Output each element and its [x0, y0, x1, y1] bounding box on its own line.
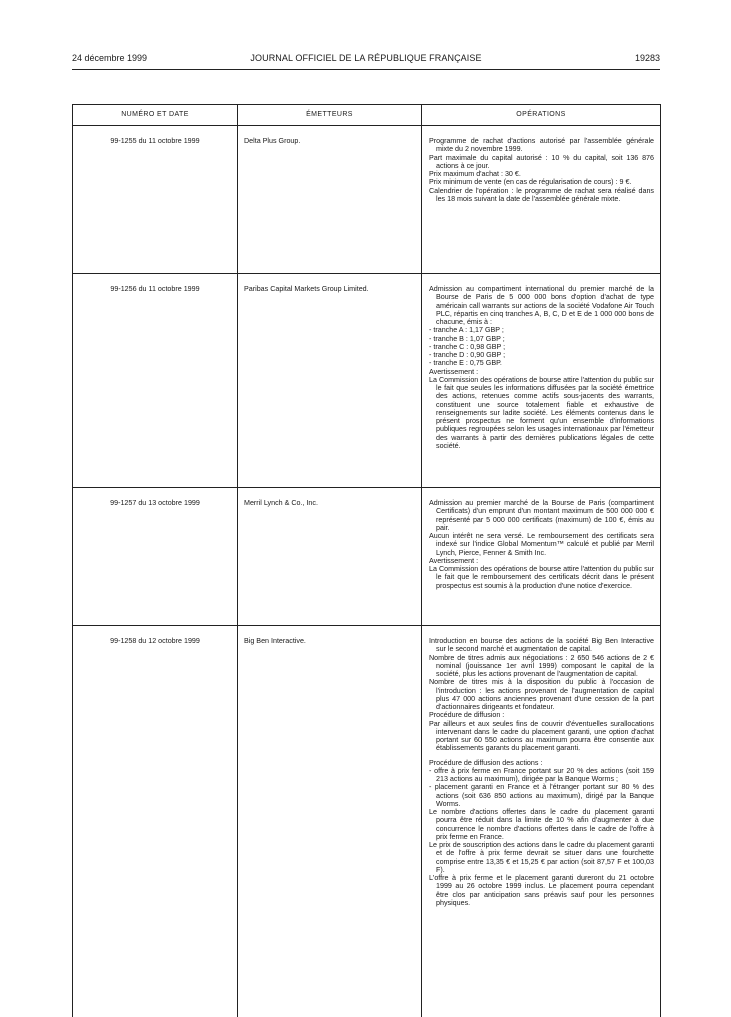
row-operations [422, 488, 661, 626]
operation-line: Introduction en bourse des actions de la société Big Ben Interactive sur le second marché et augmentation de capital. [429, 637, 654, 654]
operation-line: Prix minimum de vente (en cas de régularisation de cours) : 9 €. [429, 178, 654, 186]
operation-line: Programme de rachat d'actions autorisé par l'assemblée générale mixte du 2 novembre 1999. [429, 137, 654, 154]
table-row [73, 126, 661, 274]
table-row [73, 626, 661, 1017]
table-row [73, 274, 661, 488]
header-date: 24 décembre 1999 [72, 53, 147, 63]
operation-line: Par ailleurs et aux seules fins de couvrir d'éventuelles surallocations intervenant dans le cadre du placement garanti, une option d'achat portant sur 60 550 actions au maximum pourra être consentie aux établissements garants du placement garanti. [429, 720, 654, 753]
operation-line: Aucun intérêt ne sera versé. Le remboursement des certificats sera indexé sur l'indice Global Momentum™ calculé et publié par Merril Lynch, Pierce, Fenner & Smith Inc. [429, 532, 654, 557]
operation-line: Admission au compartiment international du premier marché de la Bourse de Paris de 5 000 000 bons d'option d'achat de type américain call warrants sur actions de la société Vodafone Air Touch PLC, répartis en cinq tranches A, B, C, D et E de 1 000 000 bons de chacune, émis à : [429, 285, 654, 326]
header-rule [72, 69, 660, 70]
operation-line: Prix maximum d'achat : 30 €. [429, 170, 654, 178]
row-operations [422, 126, 661, 274]
row-numero: 99-1255 du 11 octobre 1999 [73, 126, 238, 274]
operation-line: - placement garanti en France et à l'étranger portant sur 80 % des actions (soit 636 850 actions au maximum), dirigé par la Banque Worms. [429, 783, 654, 808]
page-header [72, 53, 660, 67]
row-emetteur: Big Ben Interactive. [238, 626, 422, 1017]
operation-line: La Commission des opérations de bourse attire l'attention du public sur le fait que le remboursement des certificats décrit dans le présent prospectus est soumis à la production d'une notice d'exercice. [429, 565, 654, 590]
operation-line: - tranche A : 1,17 GBP ; [429, 326, 654, 334]
operations-table [72, 104, 661, 1017]
operation-line: Procédure de diffusion : [429, 711, 654, 719]
column-header-operations: OPÉRATIONS [422, 105, 661, 126]
table-row [73, 488, 661, 626]
page-number: 19283 [635, 53, 660, 63]
operation-line: Admission au premier marché de la Bourse de Paris (compartiment Certificats) d'un emprunt d'un montant maximum de 500 000 000 € représenté par 5 000 000 certificats (maximum) de 100 €, émis au pair. [429, 499, 654, 532]
row-numero: 99-1258 du 12 octobre 1999 [73, 626, 238, 1017]
operation-line: Avertissement : [429, 368, 654, 376]
row-numero: 99-1256 du 11 octobre 1999 [73, 274, 238, 488]
row-emetteur: Paribas Capital Markets Group Limited. [238, 274, 422, 488]
operation-line: - tranche E : 0,75 GBP. [429, 359, 654, 367]
row-operations [422, 626, 661, 1017]
row-numero: 99-1257 du 13 octobre 1999 [73, 488, 238, 626]
header-title: JOURNAL OFFICIEL DE LA RÉPUBLIQUE FRANÇAISE [72, 53, 660, 63]
operation-line: Avertissement : [429, 557, 654, 565]
row-emetteur: Merril Lynch & Co., Inc. [238, 488, 422, 626]
operation-line: Le prix de souscription des actions dans le cadre du placement garanti et de l'offre à prix ferme devrait se situer dans une fourchette comprise entre 13,35 € et 15,25 € par action (soit 87,57 F et 100,03 F). [429, 841, 654, 874]
operation-line: - tranche B : 1,07 GBP ; [429, 335, 654, 343]
operation-line: Nombre de titres admis aux négociations : 2 650 546 actions de 2 € nominal (jouissance 1er avril 1999) composant le capital de la société, plus les actions provenant de l'augmentation de capital. [429, 654, 654, 679]
column-header-emetteurs: ÉMETTEURS [238, 105, 422, 126]
row-operations [422, 274, 661, 488]
operation-line: Calendrier de l'opération : le programme de rachat sera réalisé dans les 18 mois suivant la date de l'assemblée générale mixte. [429, 187, 654, 204]
row-emetteur: Delta Plus Group. [238, 126, 422, 274]
operation-line: Part maximale du capital autorisé : 10 % du capital, soit 136 876 actions à ce jour. [429, 154, 654, 171]
operation-line: L'offre à prix ferme et le placement garanti dureront du 21 octobre 1999 au 26 octobre 1999 inclus. Le placement pourra cependant être clos par anticipation sans préavis sauf pour les personnes physiques. [429, 874, 654, 907]
operation-line: Le nombre d'actions offertes dans le cadre du placement garanti pourra être réduit dans la limite de 10 % afin d'augmenter à due concurrence le nombre d'actions offertes dans le cadre de l'offre à prix ferme en France. [429, 808, 654, 841]
operation-line: La Commission des opérations de bourse attire l'attention du public sur le fait que seules les informations diffusées par la société émettrice des actions, retenues comme actifs sous-jacents des warrants, constituent une source totalement fiable et exhaustive de renseignements sur ladite société. Les éléments contenus dans le présent prospectus ne forment qu'un ensemble d'informations publiques regroupées selon les usages internationaux par l'émetteur des warrants à partir des dernières publications légales de cette société. [429, 376, 654, 450]
table-header-row [73, 105, 661, 126]
operation-line: - tranche D : 0,90 GBP ; [429, 351, 654, 359]
operation-line: - offre à prix ferme en France portant sur 20 % des actions (soit 159 213 actions au maximum), dirigée par la Banque Worms ; [429, 767, 654, 784]
column-header-numero: NUMÉRO ET DATE [73, 105, 238, 126]
operation-line: Procédure de diffusion des actions : [429, 759, 654, 767]
operation-line: Nombre de titres mis à la disposition du public à l'occasion de l'introduction : les actions provenant de l'augmentation de capital plus 47 000 actions anciennes provenant d'une cession de la part d'actionnaires dirigeants et fondateur. [429, 678, 654, 711]
operation-line: - tranche C : 0,98 GBP ; [429, 343, 654, 351]
